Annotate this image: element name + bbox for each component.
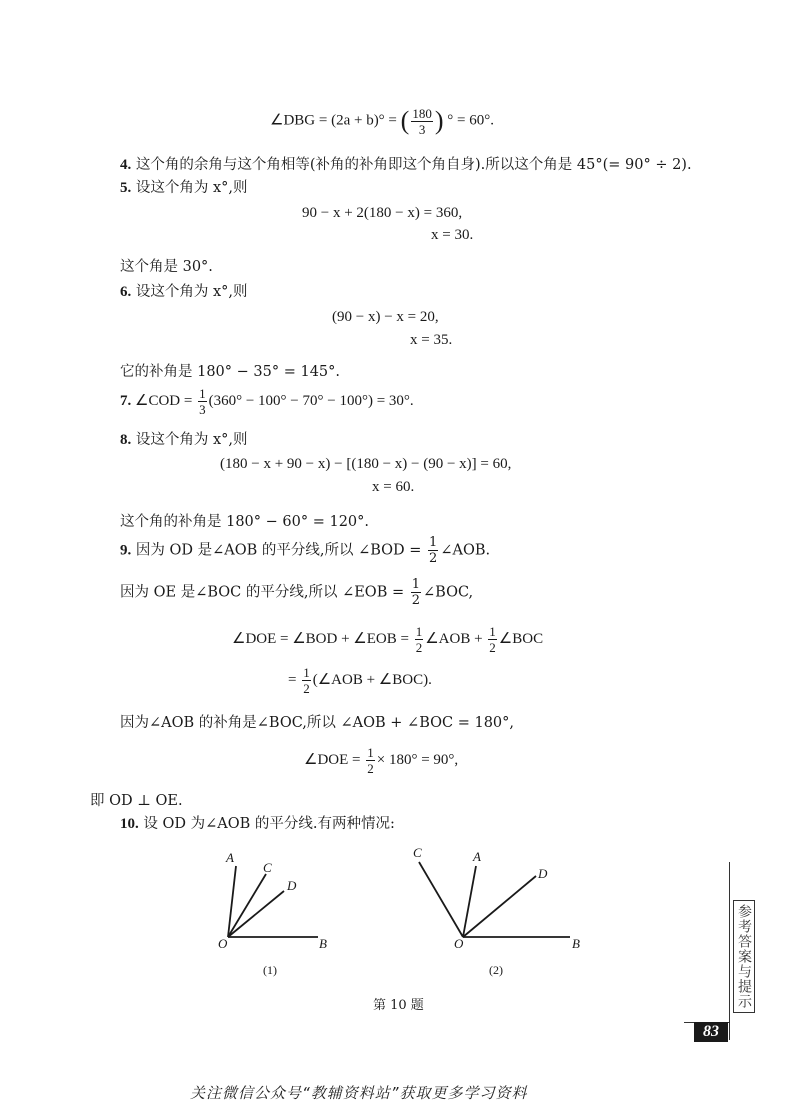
question-9-line-5: 因为∠AOB 的补角是∠BOC,所以 ∠AOB + ∠BOC = 180°, <box>120 715 515 731</box>
fig2-label-D: D <box>538 866 548 881</box>
question-9-line-6: ∠DOE = $\frac{1}{2}$ × 180° = 90°, <box>304 745 459 776</box>
question-9-line-1: 9. 因为 OD 是∠AOB 的平分线,所以 ∠BOD = $\frac{1}{2}$ ∠AOB. <box>120 535 491 566</box>
q5-equation-1: 90 − x + 2(180 − x) = 360, <box>302 205 463 221</box>
fig1-label-O: O <box>218 936 228 951</box>
question-7: 7. ∠COD = $\frac{1}{3}$ (360° − 100° − 70° − 100°) = 30°. <box>120 386 414 417</box>
sidebar-label: 参考答案与提示 <box>733 900 755 1013</box>
q6-equation-1: (90 − x) − x = 20, <box>332 309 439 325</box>
question-9-conclusion: 即 OD ⊥ OE. <box>90 793 183 809</box>
q6-equation-2: x = 35. <box>410 332 453 348</box>
question-5: 5. 设这个角为 x°,则 <box>120 180 248 196</box>
question-6: 6. 设这个角为 x°,则 <box>120 284 248 300</box>
fig2-label-B: B <box>572 936 580 951</box>
fig1-caption: (1) <box>263 963 277 977</box>
fig2-label-A: A <box>473 849 481 864</box>
fig1-label-B: B <box>319 936 327 951</box>
fig1-label-C: C <box>263 860 272 875</box>
fig1-label-A: A <box>226 850 234 865</box>
fig2-label-C: C <box>413 845 422 860</box>
fig2-label-O: O <box>454 936 464 951</box>
question-8: 8. 设这个角为 x°,则 <box>120 432 248 448</box>
fig2-ray-OA <box>463 866 476 937</box>
q6-result: 它的补角是 180° − 35° = 145°. <box>120 364 341 380</box>
q5-result: 这个角是 30°. <box>120 259 213 275</box>
fig2-caption: (2) <box>489 963 503 977</box>
q8-result: 这个角的补角是 180° − 60° = 120°. <box>120 514 370 530</box>
fig1-label-D: D <box>287 878 297 893</box>
fig2-ray-OD <box>463 876 536 937</box>
question-9-line-3: ∠DOE = ∠BOD + ∠EOB = $\frac{1}{2}$ ∠AOB + $\frac{1}{2}$ ∠BOC <box>232 624 544 655</box>
figure-caption: 第 10 题 <box>373 998 424 1013</box>
q8-equation-1: (180 − x + 90 − x) − [(180 − x) − (90 − x)] = 60, <box>220 456 512 472</box>
question-4: 4. 这个角的余角与这个角相等(补角的补角即这个角自身).所以这个角是 45°(= 90° ÷ 2). <box>120 157 692 173</box>
question-10: 10. 设 OD 为∠AOB 的平分线.有两种情况: <box>120 816 395 832</box>
page-number: 83 <box>694 1022 728 1042</box>
sidebar-rule <box>729 862 730 1040</box>
dbg-equation: ∠DBG = (2a + b)° = ( $\frac{180}{3}$ ) ° = 60°. <box>270 105 494 137</box>
footer-watermark: 关注微信公众号“教辅资料站”获取更多学习资料 <box>190 1084 528 1102</box>
q5-equation-2: x = 30. <box>431 227 474 243</box>
question-9-line-4: = $\frac{1}{2}$ (∠AOB + ∠BOC). <box>288 665 432 696</box>
q8-equation-2: x = 60. <box>372 479 415 495</box>
fig1-ray-OD <box>228 891 284 937</box>
fig2-ray-OC <box>419 862 463 937</box>
question-9-line-2: 因为 OE 是∠BOC 的平分线,所以 ∠EOB = $\frac{1}{2}$ ∠BOC, <box>120 577 474 608</box>
